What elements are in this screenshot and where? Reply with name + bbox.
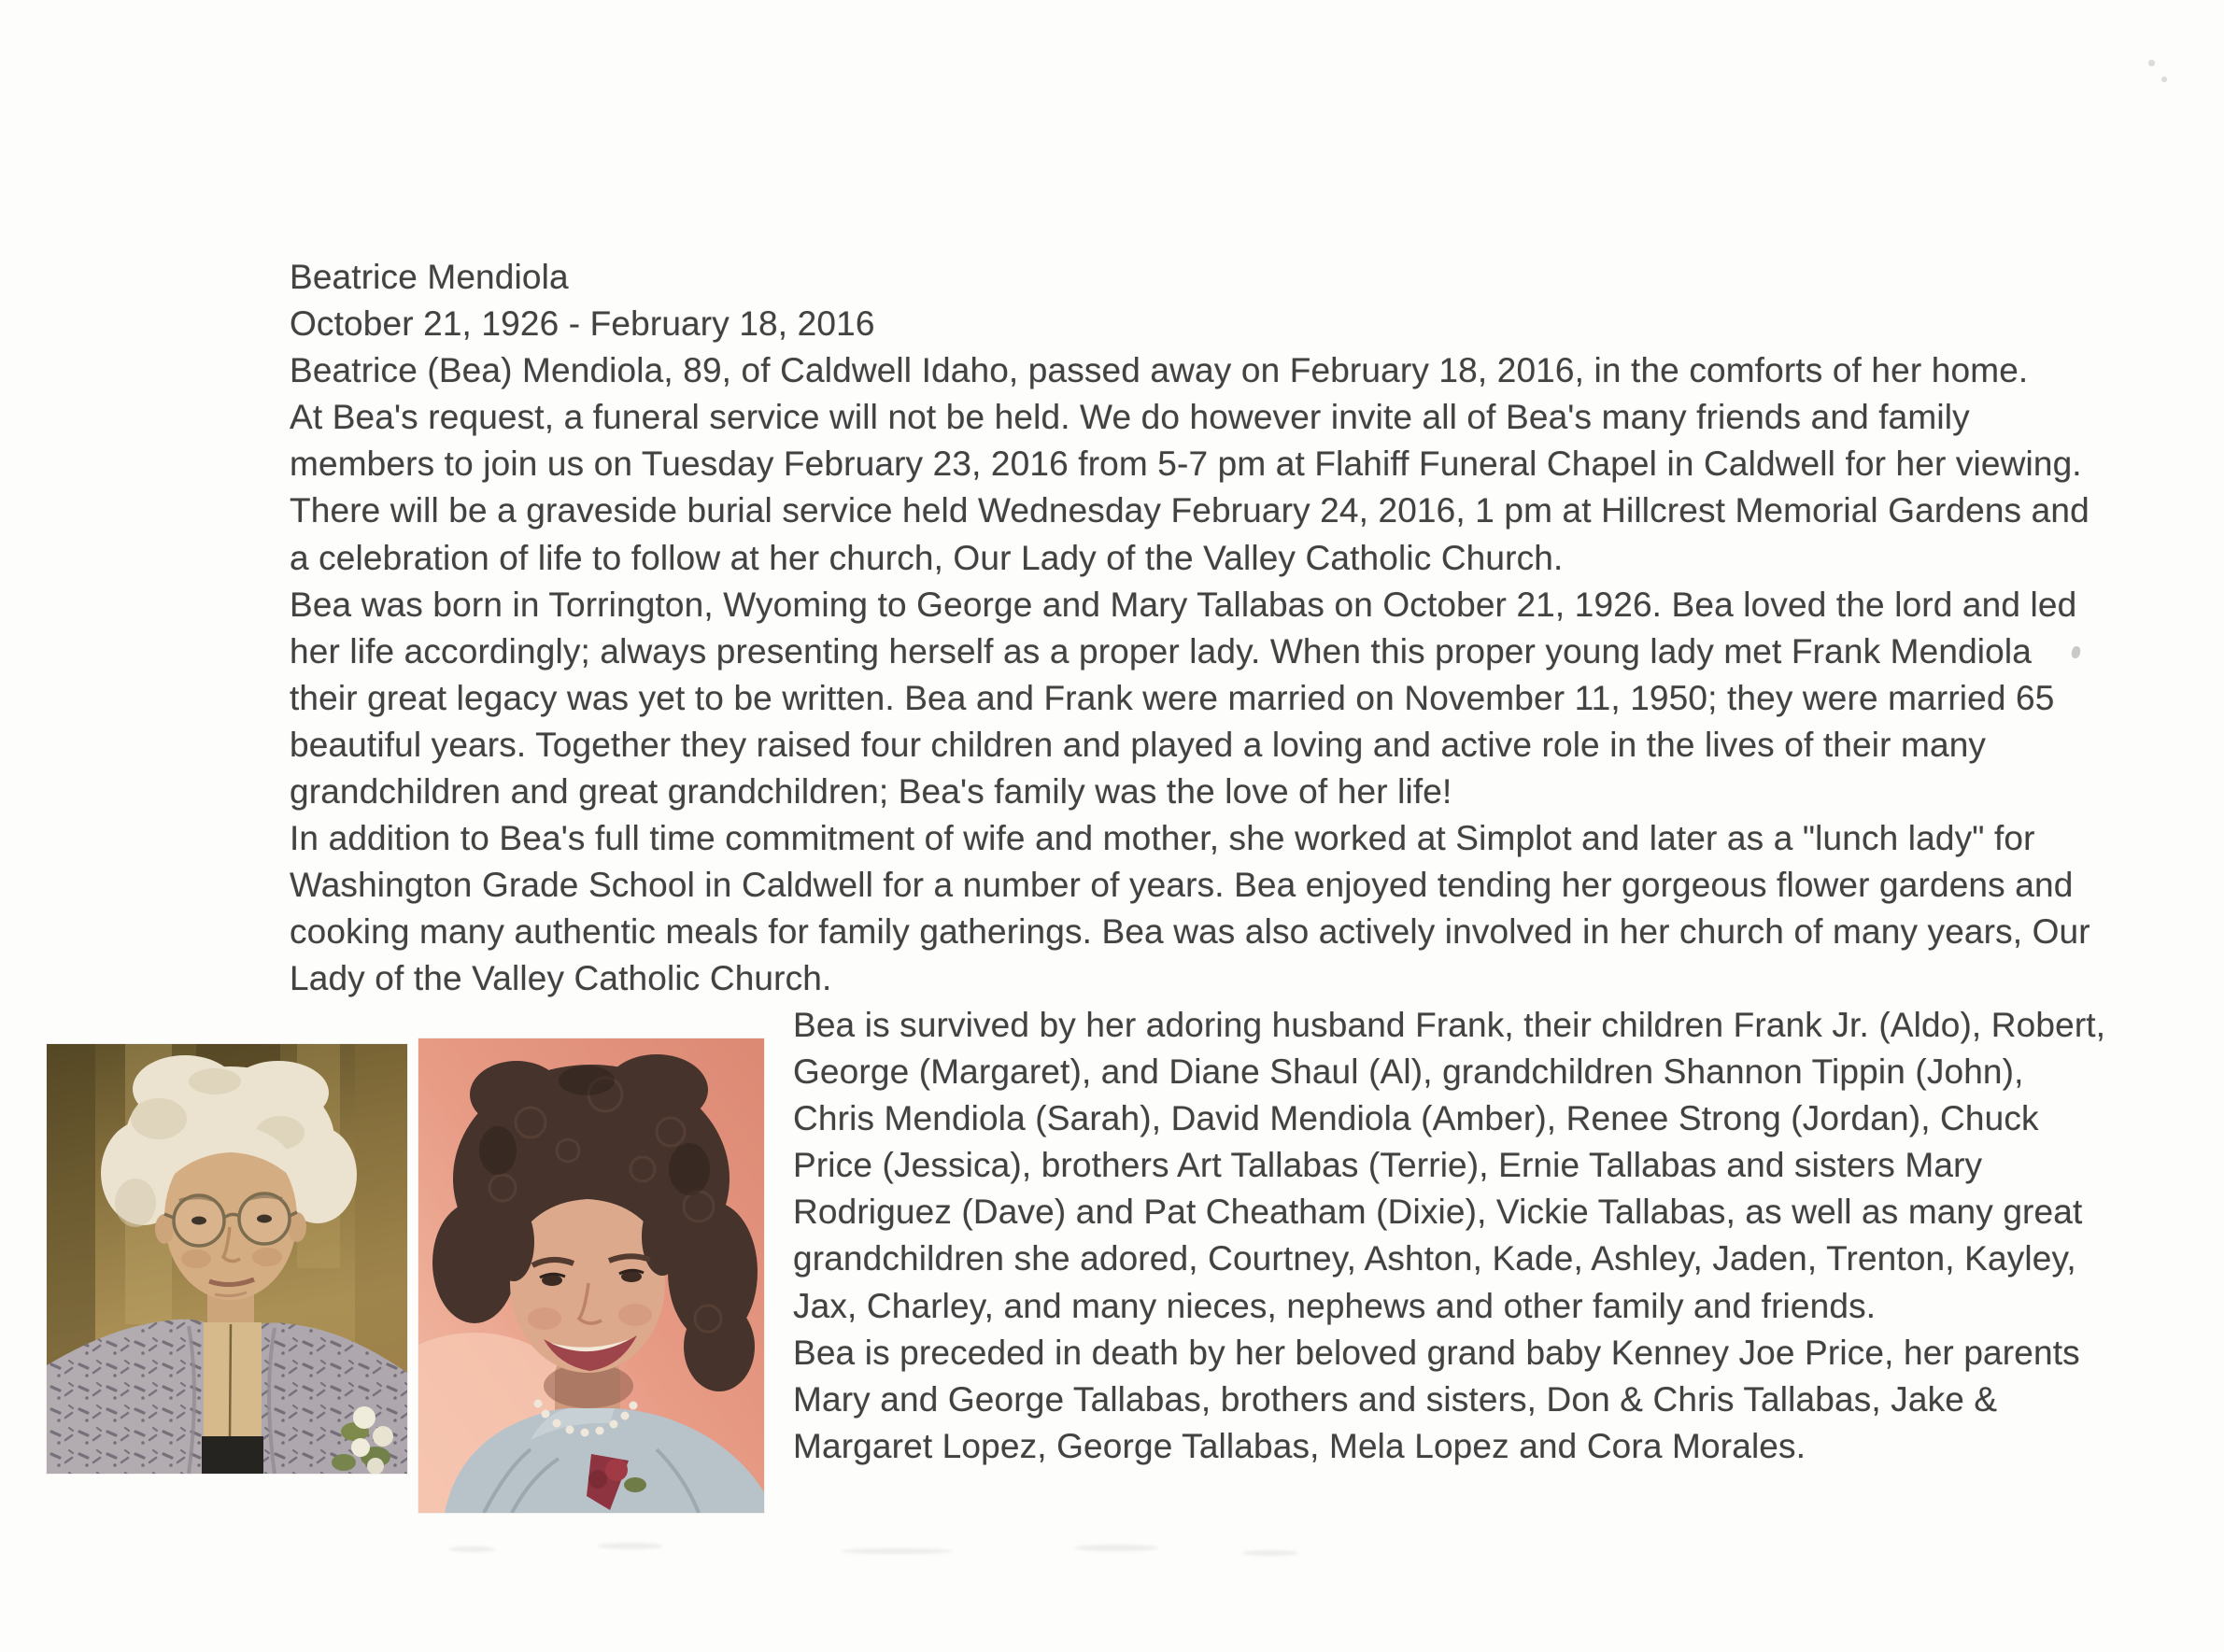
text-line: cooking many authentic meals for family gatherings. Bea was also actively involved in her church of many years, Our [290,912,2090,952]
text-line: their great legacy was yet to be written. Bea and Frank were married on November 11, 1950; they were married 65 [290,678,2055,717]
obituary-main-text-block [290,254,2090,1003]
text-line: Beatrice (Bea) Mendiola, 89, of Caldwell Idaho, passed away on February 18, 2016, in the comforts of her home. [290,351,2029,390]
text-line: Rodriguez (Dave) and Pat Cheatham (Dixie), Vickie Tallabas, as well as many great [793,1193,2083,1232]
text-line: George (Margaret), and Diane Shaul (Al), grandchildren Shannon Tippin (John), [793,1052,2024,1092]
obituary-survivors-text-block [793,1002,2105,1470]
blouse-and-camisole [202,1322,263,1474]
text-line: Price (Jessica), brothers Art Tallabas (Terrie), Ernie Tallabas and sisters Mary [793,1146,1983,1185]
text-line: Mary and George Tallabas, brothers and sisters, Don & Chris Tallabas, Jake & [793,1379,1998,1419]
scan-artifact [598,1543,663,1549]
text-line: Lady of the Valley Catholic Church. [290,959,832,998]
text-line: Bea is survived by her adoring husband Frank, their children Frank Jr. (Aldo), Robert, [793,1006,2106,1044]
text-line: Jax, Charley, and many nieces, nephews and other family and friends. [793,1286,1877,1325]
scan-artifact [1242,1550,1298,1556]
text-line: members to join us on Tuesday February 23, 2016 from 5-7 pm at Flahiff Funeral Chapel in Caldwell for her viewing. [290,445,2082,484]
scan-artifact [1074,1545,1158,1551]
text-line: grandchildren and great grandchildren; Bea's family was the love of her life! [290,772,1452,812]
text-line: Beatrice Mendiola [290,258,569,296]
text-line: Bea was born in Torrington, Wyoming to George and Mary Tallabas on October 21, 1926. Bea loved the lord and led [290,585,2077,624]
text-line: her life accordingly; always presenting herself as a proper lady. When this proper young lady met Frank Mendiola [290,631,2032,671]
text-line: In addition to Bea's full time commitment of wife and mother, she worked at Simplot and later as a "lunch lady" for [290,819,2035,858]
scan-artifact [841,1548,953,1554]
elderly-woman-portrait-drawing [47,1044,407,1474]
text-line: At Bea's request, a funeral service will not be held. We do however invite all of Bea's many friends and family [290,398,1970,437]
text-line: grandchildren she adored, Courtney, Ashton, Kade, Ashley, Jaden, Trenton, Kayley, [793,1239,2076,1278]
text-line: October 21, 1926 - February 18, 2016 [290,304,875,344]
scan-artifact [2148,60,2155,66]
bea-elderly-photo [47,1044,407,1474]
text-line: a celebration of life to follow at her church, Our Lady of the Valley Catholic Church. [290,538,1564,577]
text-line: Bea is preceded in death by her beloved grand baby Kenney Joe Price, her parents [793,1333,2080,1372]
scan-artifact [448,1546,495,1552]
text-line: Margaret Lopez, George Tallabas, Mela Lopez and Cora Morales. [793,1426,1806,1465]
text-line: Chris Mendiola (Sarah), David Mendiola (Amber), Renee Strong (Jordan), Chuck [793,1099,2039,1138]
text-line: beautiful years. Together they raised four children and played a loving and active role in the lives of their many [290,725,1987,764]
scan-artifact [2161,77,2167,82]
young-woman-portrait-drawing [418,1038,764,1513]
text-line: Washington Grade School in Caldwell for a number of years. Bea enjoyed tending her gorgeous flower gardens and [290,866,2074,905]
text-line: There will be a graveside burial service held Wednesday February 24, 2016, 1 pm at Hillcrest Memorial Gardens and [290,491,2089,530]
bea-young-photo [418,1038,764,1513]
